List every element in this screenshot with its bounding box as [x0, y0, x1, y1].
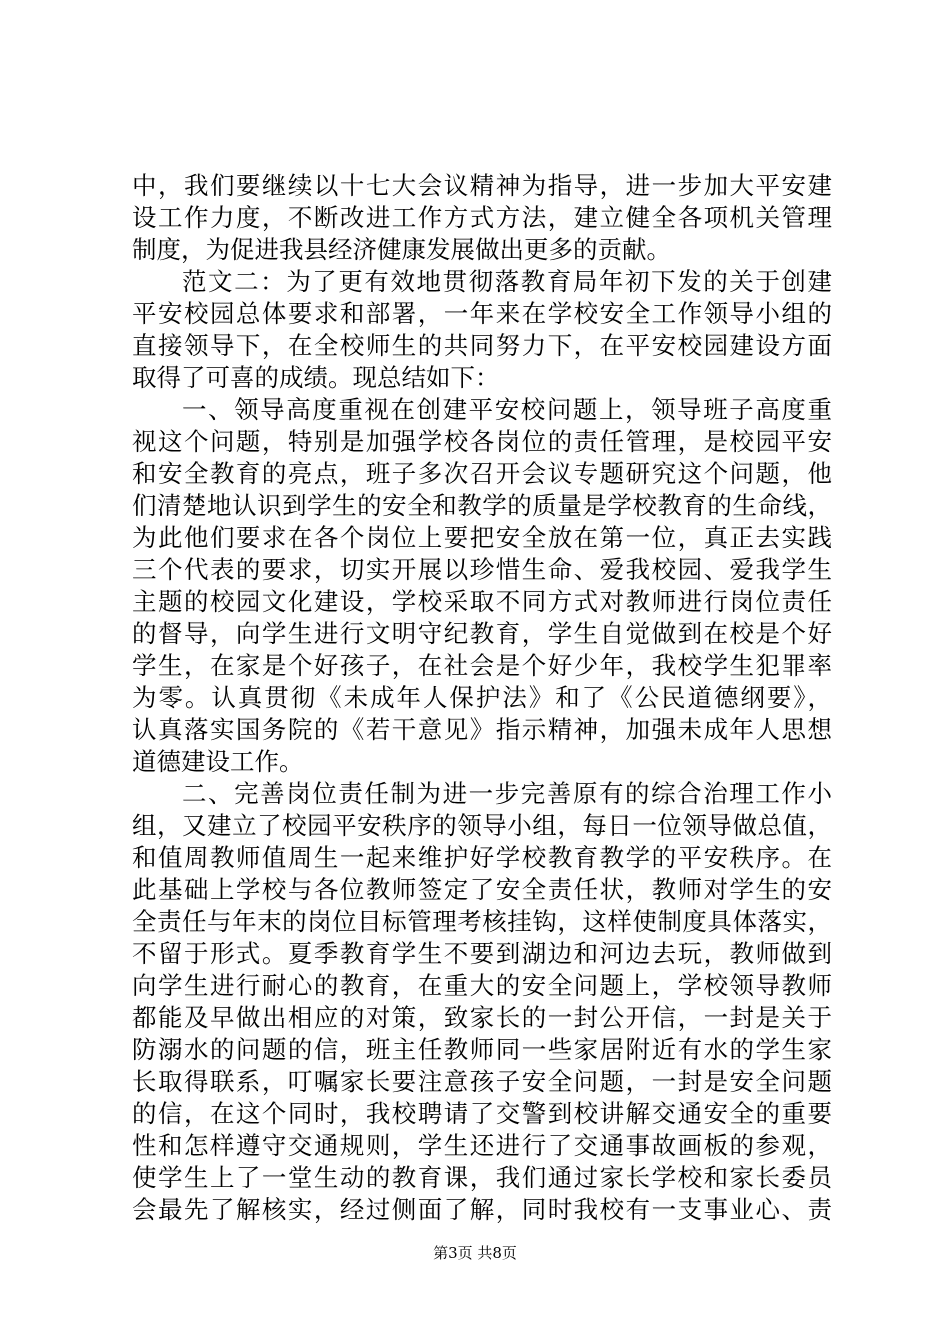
text-line: 设工作力度，不断改进工作方式方法，建立健全各项机关管理: [132, 203, 832, 232]
text-line: 和安全教育的亮点，班子多次召开会议专题研究这个问题，他: [132, 459, 832, 488]
text-line: 向学生进行耐心的教育，在重大的安全问题上，学校领导教师: [132, 971, 832, 1000]
text-line: 和值周教师值周生一起来维护好学校教育教学的平安秩序。在: [132, 843, 832, 872]
text-line: 的督导，向学生进行文明守纪教育，学生自觉做到在校是个好: [132, 619, 832, 648]
text-line: 性和怎样遵守交通规则，学生还进行了交通事故画板的参观，: [132, 1131, 832, 1160]
text-line: 不留于形式。夏季教育学生不要到湖边和河边去玩，教师做到: [132, 939, 832, 968]
text-line: 长取得联系，叮嘱家长要注意孩子安全问题，一封是安全问题: [132, 1067, 832, 1096]
text-line: 们清楚地认识到学生的安全和教学的质量是学校教育的生命线，: [132, 491, 832, 520]
paragraph-start-line: 二、完善岗位责任制为进一步完善原有的综合治理工作小: [182, 779, 832, 808]
text-line: 制度，为促进我县经济健康发展做出更多的贡献。: [132, 235, 671, 264]
paragraph-start-line: 一、领导高度重视在创建平安校问题上，领导班子高度重: [182, 395, 832, 424]
text-line: 都能及早做出相应的对策，致家长的一封公开信，一封是关于: [132, 1003, 832, 1032]
text-line: 认真落实国务院的《若干意见》指示精神，加强未成年人思想: [132, 715, 832, 744]
text-line: 直接领导下，在全校师生的共同努力下，在平安校园建设方面: [132, 331, 832, 360]
text-line: 三个代表的要求，切实开展以珍惜生命、爱我校园、爱我学生: [132, 555, 832, 584]
text-line: 学生，在家是个好孩子，在社会是个好少年，我校学生犯罪率: [132, 651, 832, 680]
text-line: 为零。认真贯彻《未成年人保护法》和了《公民道德纲要》，: [132, 683, 832, 712]
text-line: 视这个问题，特别是加强学校各岗位的责任管理，是校园平安: [132, 427, 832, 456]
text-line: 取得了可喜的成绩。现总结如下：: [132, 363, 500, 392]
text-line: 中，我们要继续以十七大会议精神为指导，进一步加大平安建: [132, 171, 832, 200]
text-line: 使学生上了一堂生动的教育课，我们通过家长学校和家长委员: [132, 1163, 832, 1192]
text-line: 会最先了解核实，经过侧面了解，同时我校有一支事业心、责: [132, 1195, 832, 1224]
text-line: 组，又建立了校园平安秩序的领导小组，每日一位领导做总值，: [132, 811, 832, 840]
text-line: 的信，在这个同时，我校聘请了交警到校讲解交通安全的重要: [132, 1099, 832, 1128]
document-body: [132, 170, 832, 1226]
text-line: 主题的校园文化建设，学校采取不同方式对教师进行岗位责任: [132, 587, 832, 616]
text-line: 此基础上学校与各位教师签定了安全责任状，教师对学生的安: [132, 875, 832, 904]
page-number-footer: 第3页 共8页: [433, 1244, 517, 1262]
text-line: 全责任与年末的岗位目标管理考核挂钩，这样使制度具体落实，: [132, 907, 832, 936]
paragraph-start-line: 范文二：为了更有效地贯彻落教育局年初下发的关于创建: [182, 267, 832, 296]
text-line: 为此他们要求在各个岗位上要把安全放在第一位，真正去实践: [132, 523, 832, 552]
text-line: 防溺水的问题的信，班主任教师同一些家居附近有水的学生家: [132, 1035, 832, 1064]
text-line: 平安校园总体要求和部署，一年来在学校安全工作领导小组的: [132, 299, 832, 328]
text-line: 道德建设工作。: [132, 747, 304, 776]
